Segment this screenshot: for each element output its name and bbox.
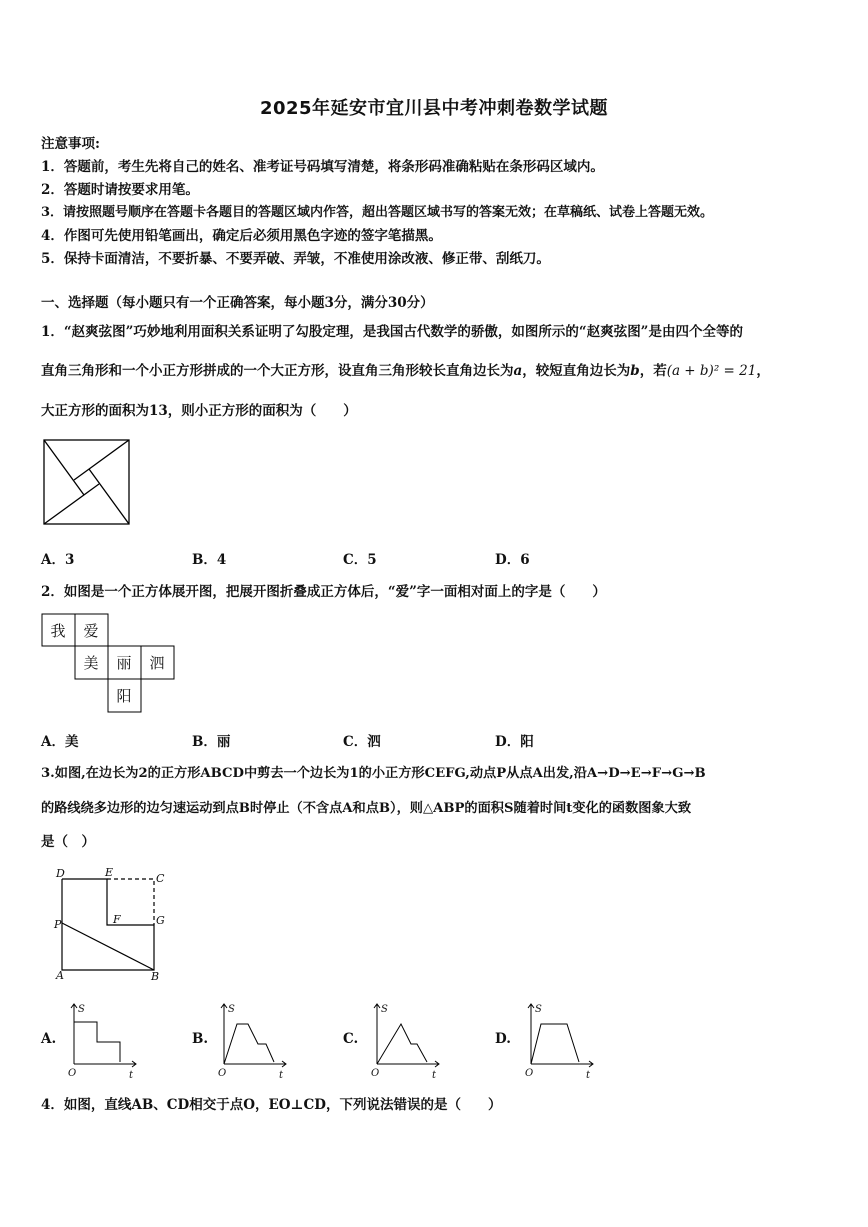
q3-option-d[interactable]: D.: [495, 1031, 511, 1047]
net-cell: 阳: [116, 687, 132, 705]
graph-option-c[interactable]: [367, 1000, 447, 1080]
q1-var-b: b: [630, 363, 640, 379]
section-heading: 一、选择题（每小题只有一个正确答案，每小题3分，满分30分）: [41, 295, 434, 311]
q1-formula: (a + b)² = 21: [666, 363, 757, 379]
point-label: P: [54, 918, 62, 931]
notice-item: 2．答题时请按要求用笔。: [41, 182, 199, 198]
zhaoshuang-diagram: [42, 438, 132, 528]
axis-label: S: [381, 1004, 388, 1015]
q2-option-c[interactable]: C．泗: [343, 734, 381, 750]
axis-label: O: [525, 1068, 534, 1079]
q2-option-b[interactable]: B．丽: [192, 734, 231, 750]
axis-label: t: [586, 1070, 591, 1080]
notice-heading: 注意事项:: [41, 136, 100, 152]
graph-option-d[interactable]: [521, 1000, 601, 1080]
graph-option-a[interactable]: [64, 1000, 144, 1080]
axis-label: O: [68, 1068, 77, 1079]
q1-line3: 大正方形的面积为13，则小正方形的面积为（ ）: [41, 403, 357, 419]
q1-option-b[interactable]: B．4: [192, 552, 227, 568]
q3-line2: 的路线绕多边形的边匀速运动到点B时停止（不含点A和点B），则△ABP的面积S随着时间t变化的函数图象大致: [41, 801, 692, 816]
notice-item: 4．作图可先使用铅笔画出，确定后必须用黑色字迹的签字笔描黑。: [41, 228, 442, 244]
q2-text: 2．如图是一个正方体展开图，把展开图折叠成正方体后，“爱”字一面相对面上的字是（ ）: [41, 584, 606, 600]
notice-item: 5．保持卡面清洁，不要折暴、不要弄破、弄皱，不准使用涂改液、修正带、刮纸刀。: [41, 251, 550, 267]
point-label: B: [151, 970, 160, 983]
point-label: D: [56, 867, 65, 880]
axis-label: S: [78, 1004, 85, 1015]
q3-option-b[interactable]: B.: [192, 1031, 209, 1047]
axis-label: t: [279, 1070, 284, 1080]
q1-line2: [41, 359, 770, 379]
net-cell: 美: [83, 654, 99, 672]
q1-var-a: a: [513, 363, 523, 379]
axis-label: t: [432, 1070, 437, 1080]
net-cell: 爱: [83, 622, 99, 640]
q1-option-c[interactable]: C．5: [343, 552, 377, 568]
axis-label: S: [535, 1004, 542, 1015]
graph-option-b[interactable]: [214, 1000, 294, 1080]
point-label: E: [105, 866, 114, 879]
q1-option-a[interactable]: A．3: [41, 552, 75, 568]
q3-line3: 是（ ）: [41, 834, 95, 850]
q3-option-a[interactable]: A.: [41, 1031, 57, 1047]
point-label: C: [156, 872, 165, 885]
q1-line1: 1．“赵爽弦图”巧妙地利用面积关系证明了勾股定理，是我国古代数学的骄傲，如图所示的“赵爽弦图”是由四个全等的: [41, 324, 743, 340]
net-cell: 丽: [116, 654, 132, 672]
square-diagram: [50, 862, 170, 986]
notice-item: 1．答题前，考生先将自己的姓名、准考证号码填写清楚，将条形码准确粘贴在条形码区域内。: [41, 159, 604, 175]
q3-option-c[interactable]: C.: [343, 1031, 359, 1047]
net-cell: 我: [50, 622, 66, 640]
axis-label: O: [218, 1068, 227, 1079]
q1-line2-text: ，若: [639, 363, 667, 379]
q3-line1: 3.如图,在边长为2的正方形ABCD中剪去一个边长为1的小正方形CEFG,动点P从点A出发,沿A→D→E→F→G→B: [41, 766, 706, 781]
q1-line2-text: 直角三角形和一个小正方形拼成的一个大正方形，设直角三角形较长直角边长为: [41, 363, 514, 379]
q1-line2-text: ，较短直角边长为: [522, 363, 631, 379]
q2-option-a[interactable]: A．美: [41, 734, 79, 750]
q1-line2-text: ，: [756, 363, 770, 379]
axis-label: S: [228, 1004, 235, 1015]
net-cell: 泗: [149, 654, 165, 672]
notice-item: 3．请按照题号顺序在答题卡各题目的答题区域内作答，超出答题区域书写的答案无效；在草稿纸、试卷上答题无效。: [41, 205, 714, 220]
point-label: A: [56, 969, 64, 982]
point-label: G: [156, 914, 165, 927]
q2-option-d[interactable]: D．阳: [495, 734, 534, 750]
axis-label: t: [129, 1070, 134, 1080]
q1-option-d[interactable]: D．6: [495, 552, 530, 568]
axis-label: O: [371, 1068, 380, 1079]
point-label: F: [113, 913, 121, 926]
q4-text: 4．如图，直线AB、CD相交于点O，EO⊥CD，下列说法错误的是（ ）: [41, 1097, 502, 1113]
cube-net-diagram: [40, 612, 180, 714]
page-title: 2025年延安市宜川县中考冲刺卷数学试题: [259, 98, 609, 119]
